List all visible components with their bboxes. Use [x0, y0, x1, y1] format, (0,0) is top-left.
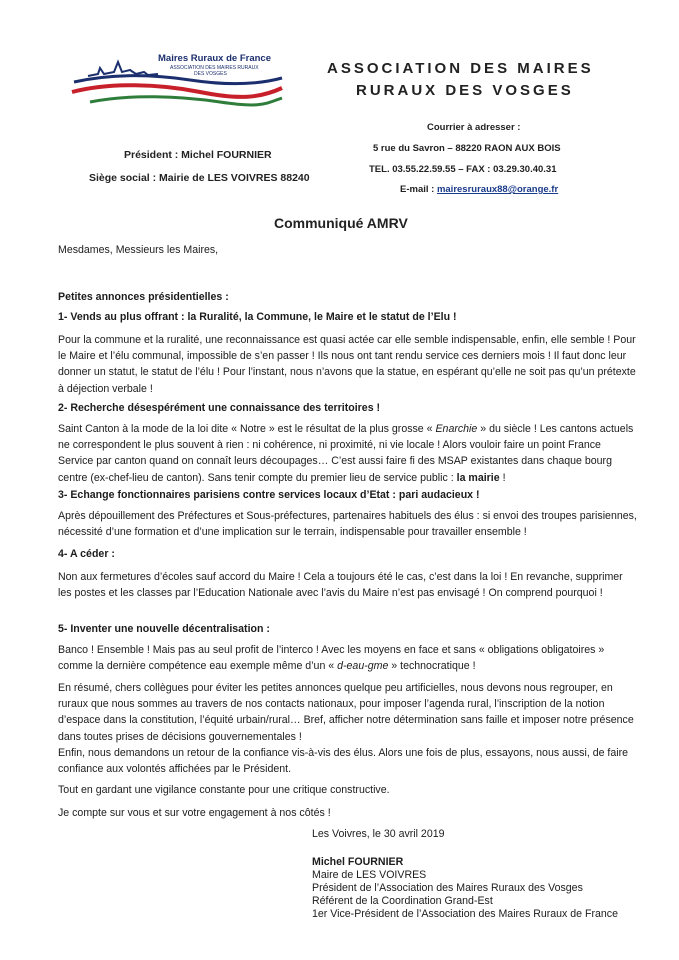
section-1-paragraph: Pour la commune et la ruralité, une reconnaissance est quasi actée car elle semble indispensable, enfin, elle semble ! Pour le Maire et l’élu communal, impossible de s’en passer ! Ils nous ont tant rendu service ces derniers mois ! Il faut donc leur donner un statut, le statut de l’élu ! Pour l’instant, nous n’avons que la statue, en espérant qu’elle ne soit pas qu’un prétexte à déjection verbale ! [58, 334, 636, 395]
signatory-title-1: Maire de LES VOIVRES [312, 869, 427, 881]
section-5-paragraph: Banco ! Ensemble ! Mais pas au seul profit de l’interco ! Avec les moyens en face et sans « obligations obligatoires » comme la dernière compétence eau exemple même d’un « d-eau-gme » technocratique ! [58, 644, 605, 673]
greeting: Mesdames, Messieurs les Maires, [58, 244, 219, 256]
d-eau-gme-emphasis: d-eau-gme [337, 660, 389, 673]
la-mairie-bold: la mairie [456, 471, 500, 484]
logo-title: Maires Ruraux de France [158, 53, 271, 64]
logo-subtitle-2: DES VOSGES [194, 71, 227, 77]
place-date: Les Voivres, le 30 avril 2019 [312, 828, 445, 840]
summary-paragraph: En résumé, chers collègues pour éviter les petites annonces quelque peu artificielles, nous devons nous regrouper, en ruraux que nous sommes au travers de nos contacts nationaux, pour imposer l’agenda rural, l’inscription de la notion d’espace dans la constitution, l’équité urbain/rural… Bref, afficher notre détermination sans faille et imposer notre présence dans toutes prises de décisions gouvernementales ! [58, 682, 634, 743]
registered-office: Siège social : Mairie de LES VOIVRES 88240 [89, 172, 310, 184]
section-3-paragraph: Après dépouillement des Préfectures et Sous-préfectures, partenaires habituels des élus : si envoi des troupes parisiennes, nécessité d’une formation et d’une implication sur le terrain, indispensable pour travailler ensemble ! [58, 510, 637, 539]
email-link[interactable]: mairesruraux88@orange.fr [436, 184, 559, 195]
section-5-heading: 5- Inventer une nouvelle décentralisation : [58, 623, 270, 635]
association-name-line2: RURAUX DES VOSGES [356, 82, 574, 99]
association-name-line1: ASSOCIATION DES MAIRES [327, 60, 594, 77]
logo-subtitle: ASSOCIATION DES MAIRES RURAUX [170, 65, 259, 71]
signatory-title-2: Président de l’Association des Maires Ruraux des Vosges [312, 882, 583, 894]
blue-wave [74, 76, 282, 84]
section-3-heading: 3- Echange fonctionnaires parisiens contre services locaux d’Etat : pari audacieux ! [58, 489, 480, 501]
president-line: Président : Michel FOURNIER [124, 149, 272, 161]
email-label: E-mail : [400, 184, 437, 195]
enarchie-emphasis: Enarchie [435, 423, 478, 435]
vigilance-paragraph: Tout en gardant une vigilance constante pour une critique constructive. [58, 784, 390, 796]
signatory-title-3: Référent de la Coordination Grand-Est [312, 895, 493, 907]
section-1-heading: 1- Vends au plus offrant : la Ruralité, la Commune, le Maire et le statut de l’Elu ! [58, 311, 457, 323]
section-4-heading: 4- A céder : [58, 548, 115, 560]
intro-heading: Petites annonces présidentielles : [58, 291, 229, 303]
signatory-name: Michel FOURNIER [312, 856, 404, 868]
postal-address: 5 rue du Savron – 88220 RAON AUX BOIS [373, 143, 561, 154]
red-wave [72, 85, 282, 97]
email-line [400, 184, 558, 195]
signatory-title-4: 1er Vice-Président de l’Association des Maires Ruraux de France [312, 908, 618, 920]
section-2-paragraph: Saint Canton à la mode de la loi dite « Notre » est le résultat de la plus grosse « Enarchie » du siècle ! Les cantons actuels ne correspondent le plus souvent à rien : ni cohérence, ni proximité, ni vie locale ! Alors vouloir faire un point France Service par canton quand on connaît leurs découpages… C’est aussi faire fi des MSAP existantes dans chaque bourg centre (ex-chef-lieu de canton). Sans tenir compte du premier lieu de service public : la mairie ! [58, 423, 634, 484]
confidence-paragraph: Enfin, nous demandons un retour de la confiance vis-à-vis des élus. Alors une fois de plus, essayons, nous aussi, de faire confiance aux volontés affichées par le Président. [58, 747, 629, 776]
document-title: Communiqué AMRV [274, 215, 408, 231]
village-silhouette-icon [88, 62, 158, 76]
courrier-label: Courrier à adresser : [427, 122, 521, 133]
section-4-paragraph: Non aux fermetures d’écoles sauf accord du Maire ! Cela a toujours été le cas, c’est dans la loi ! En revanche, supprimer les postes et les classes par l’Education Nationale avec l’avis du Maire n’est pas envisagé ! On comprend pourquoi ! [58, 571, 623, 600]
phone-fax: TEL. 03.55.22.59.55 – FAX : 03.29.30.40.31 [369, 164, 557, 175]
section-2-heading: 2- Recherche désespérément une connaissance des territoires ! [58, 402, 381, 414]
closing-paragraph: Je compte sur vous et sur votre engagement à nos côtés ! [58, 807, 331, 819]
